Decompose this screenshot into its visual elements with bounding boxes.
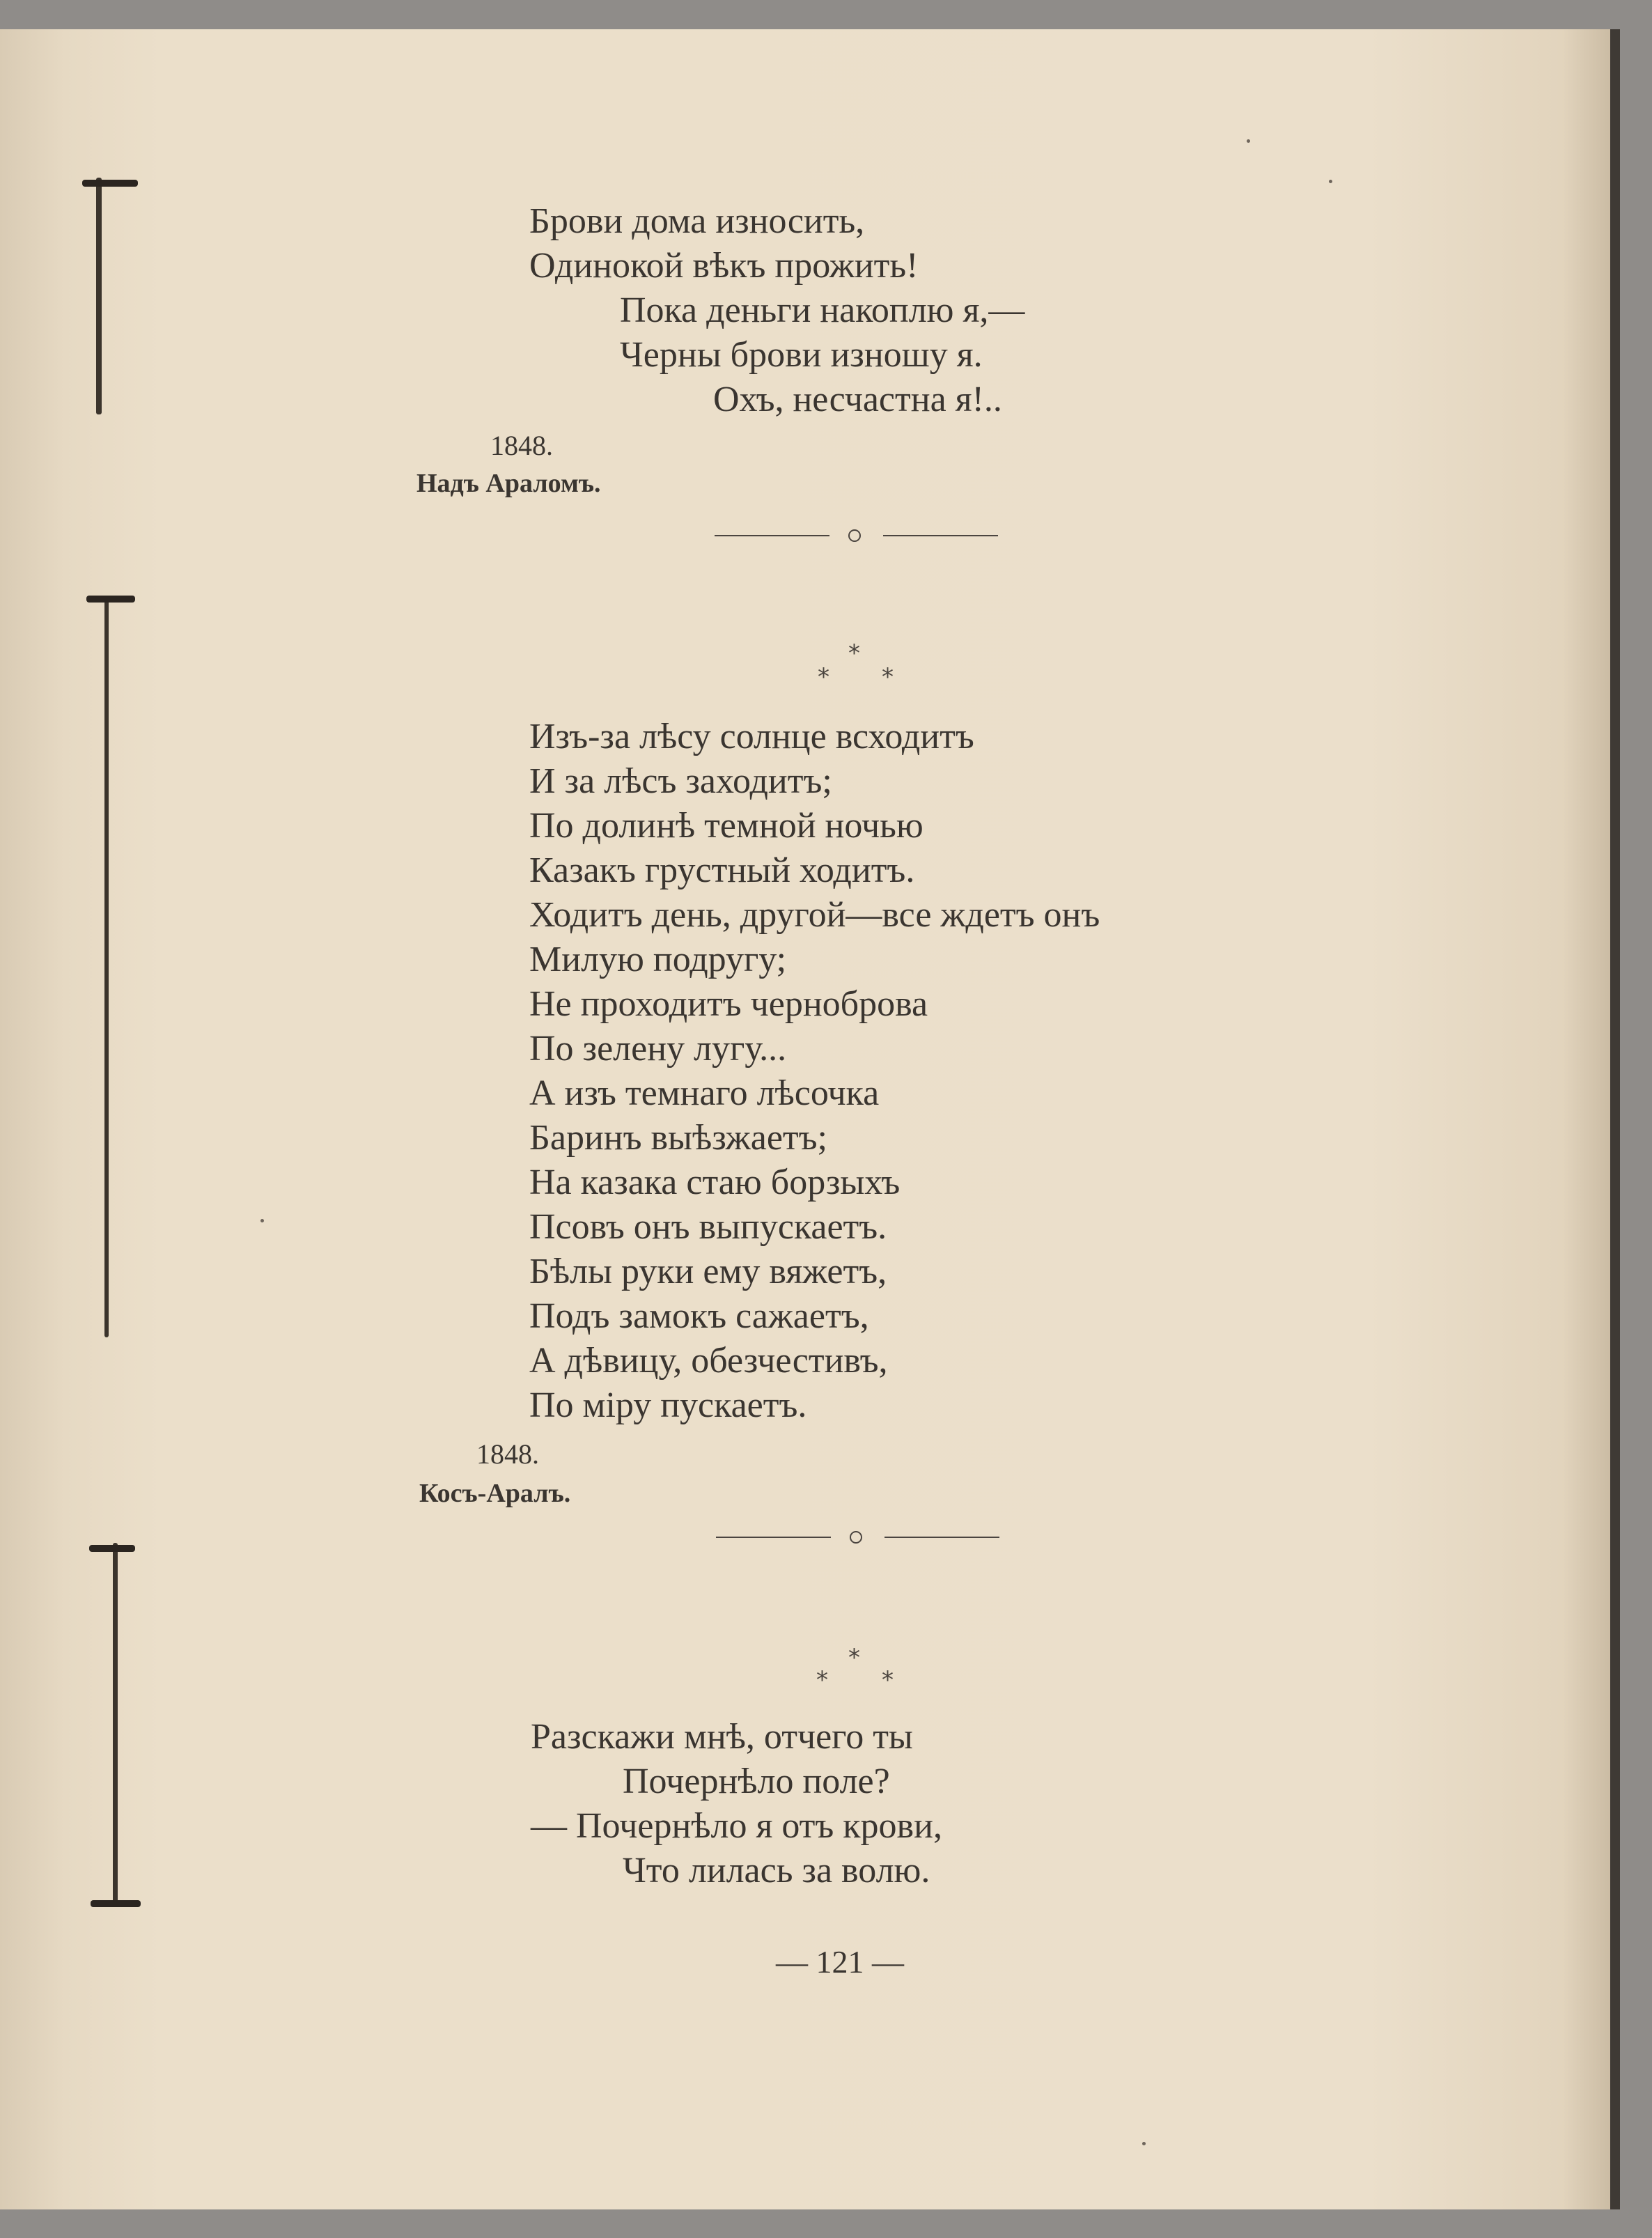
- section-divider: [710, 1527, 1003, 1548]
- poem2-line-16: По міру пускаетъ.: [529, 1385, 807, 1425]
- poem2-line-10: Баринъ выѣзжаетъ;: [529, 1118, 827, 1158]
- poem2-line-6: Милую подругу;: [529, 940, 787, 979]
- binding-thread: [104, 599, 109, 1337]
- poem2-line-7: Не проходитъ черноброва: [529, 984, 928, 1024]
- poem2-line-3: По долинѣ темной ночью: [529, 806, 924, 846]
- poem1-year: 1848.: [490, 430, 553, 461]
- divider-circle-icon: [850, 1531, 862, 1544]
- asterism-icon: * * *: [818, 639, 894, 691]
- poem3-line-2: Почернѣло поле?: [623, 1762, 890, 1801]
- poem2-line-11: На казака стаю борзыхъ: [529, 1163, 901, 1202]
- page-number: — 121 —: [776, 1944, 904, 1980]
- poem2-line-5: Ходитъ день, другой—все ждетъ онъ: [529, 895, 1100, 935]
- binding-thread: [96, 178, 102, 414]
- binding-stitch-tab: [89, 1545, 135, 1552]
- poem2-line-15: А дѣвицу, обезчестивъ,: [529, 1341, 888, 1381]
- paper-speck: [1247, 139, 1250, 143]
- poem2-line-4: Казакъ грустный ходитъ.: [529, 850, 915, 890]
- poem3-line-1: Разскажи мнѣ, отчего ты: [531, 1717, 913, 1757]
- poem2-place: Косъ-Аралъ.: [419, 1479, 571, 1508]
- poem2-year: 1848.: [476, 1438, 539, 1470]
- binding-stitch-tab: [86, 596, 135, 603]
- poem2-line-2: И за лѣсъ заходитъ;: [529, 761, 832, 801]
- poem2-line-1: Изъ-за лѣсу солнце всходитъ: [529, 717, 974, 756]
- poem2-line-9: А изъ темнаго лѣсочка: [529, 1073, 880, 1113]
- poem3-line-4: Что лилась за волю.: [623, 1851, 930, 1890]
- poem1-line-2: Одинокой вѣкъ прожить!: [529, 246, 919, 286]
- poem1-line-3: Пока деньги накоплю я,—: [620, 290, 1025, 330]
- poem1-line-1: Брови дома износить,: [529, 201, 865, 241]
- poem1-place: Надъ Араломъ.: [416, 469, 601, 498]
- page-edge-shadow: [1610, 29, 1620, 2209]
- paper-speck: [260, 1219, 264, 1222]
- poem2-line-8: По зелену лугу...: [529, 1029, 787, 1069]
- asterism-icon: * * *: [816, 1644, 894, 1694]
- paper-speck: [1142, 2142, 1146, 2145]
- binding-stitch-tab: [91, 1900, 141, 1907]
- binding-stitch-tab: [82, 180, 138, 187]
- section-divider: [709, 525, 1002, 546]
- poem2-line-13: Бѣлы руки ему вяжетъ,: [529, 1252, 887, 1291]
- poem3-line-3: — Почернѣло я отъ крови,: [531, 1806, 942, 1846]
- poem1-line-5: Охъ, несчастна я!..: [713, 380, 1002, 419]
- poem1-line-4: Черны брови изношу я.: [620, 335, 983, 375]
- binding-thread: [113, 1543, 118, 1905]
- poem2-line-14: Подъ замокъ сажаетъ,: [529, 1296, 869, 1336]
- divider-circle-icon: [848, 529, 861, 542]
- poem2-line-12: Псовъ онъ выпускаетъ.: [529, 1207, 887, 1247]
- paper-speck: [1329, 180, 1332, 183]
